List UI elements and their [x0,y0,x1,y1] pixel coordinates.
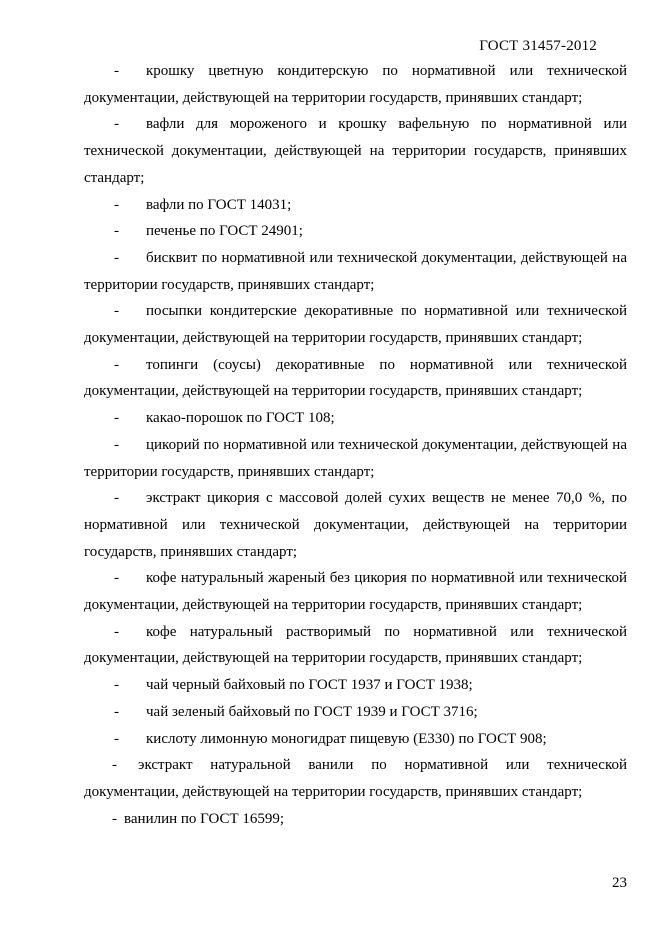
list-dash: - [114,116,119,133]
list-item-text: крошку цветную кондитерскую по нормативной или технической документации, действующей на территории государств, принявших стандарт; [84,63,627,106]
list-item [84,672,627,699]
list-item [84,752,627,805]
list-item-text: вафли для мороженого и крошку вафельную по нормативной или технической документации, действующей на территории государств, принявших стандарт; [84,116,627,186]
list-dash: - [114,623,119,640]
list-dash: - [114,356,119,373]
document-header: ГОСТ 31457-2012 [479,38,597,54]
list-item-text: какао-порошок по ГОСТ 108; [146,410,335,427]
list-item [84,245,627,298]
list-dash: - [114,703,119,720]
list-item-text: кислоту лимонную моногидрат пищевую (Е330) по ГОСТ 908; [146,730,547,747]
list-dash: - [112,757,117,774]
list-item [84,58,627,111]
list-item [84,726,627,753]
list-dash: - [112,810,117,827]
list-dash: - [114,196,119,213]
list-item [84,432,627,485]
list-item-text: чай черный байховый по ГОСТ 1937 и ГОСТ 1938; [146,677,473,694]
page-number: 23 [612,875,627,891]
list-item-text: вафли по ГОСТ 14031; [146,196,292,213]
list-item-text: ванилин по ГОСТ 16599; [124,810,285,827]
list-item [84,619,627,672]
list-item-text: экстракт натуральной ванили по нормативной или технической документации, действующей на территории государств, принявших стандарт; [84,757,627,800]
list-item-text: экстракт цикория с массовой долей сухих веществ не менее 70,0 %, по нормативной или технической документации, действующей на территории государств, принявших стандарт; [84,490,627,560]
list-dash: - [114,570,119,587]
list-item [84,806,627,833]
list-item-text: посыпки кондитерские декоративные по нормативной или технической документации, действующей на территории государств, принявших стандарт; [84,303,627,347]
list-item [84,218,627,245]
list-item-text: цикорий по нормативной или технической документации, действующей на территории государств, принявших стандарт; [84,436,627,480]
list-item [84,192,627,219]
list-item-text: кофе натуральный растворимый по нормативной или технической документации, действующей на территории государств, принявших стандарт; [84,623,627,667]
list-item [84,298,627,351]
list-item-text: бисквит по нормативной или технической документации, действующей на территории государств, принявших стандарт; [84,249,627,293]
list-dash: - [114,436,119,453]
list-item-text: печенье по ГОСТ 24901; [146,223,303,240]
list-item [84,699,627,726]
list-item [84,565,627,618]
list-dash: - [114,63,119,79]
document-body [84,58,627,832]
list-item [84,111,627,191]
list-item-text: чай зеленый байховый по ГОСТ 1939 и ГОСТ 3716; [146,703,478,720]
list-dash: - [114,303,119,320]
list-dash: - [114,730,119,747]
list-dash: - [114,490,119,507]
list-dash: - [114,677,119,694]
list-item [84,405,627,432]
list-dash: - [114,249,119,266]
list-dash: - [114,223,119,240]
list-item-text: топинги (соусы) декоративные по нормативной или технической документации, действующей на территории государств, принявших стандарт; [84,356,627,400]
list-dash: - [114,410,119,427]
list-item [84,352,627,405]
list-item-text: кофе натуральный жареный без цикория по нормативной или технической документации, действующей на территории государств, принявших стандарт; [84,570,627,614]
list-item [84,485,627,565]
